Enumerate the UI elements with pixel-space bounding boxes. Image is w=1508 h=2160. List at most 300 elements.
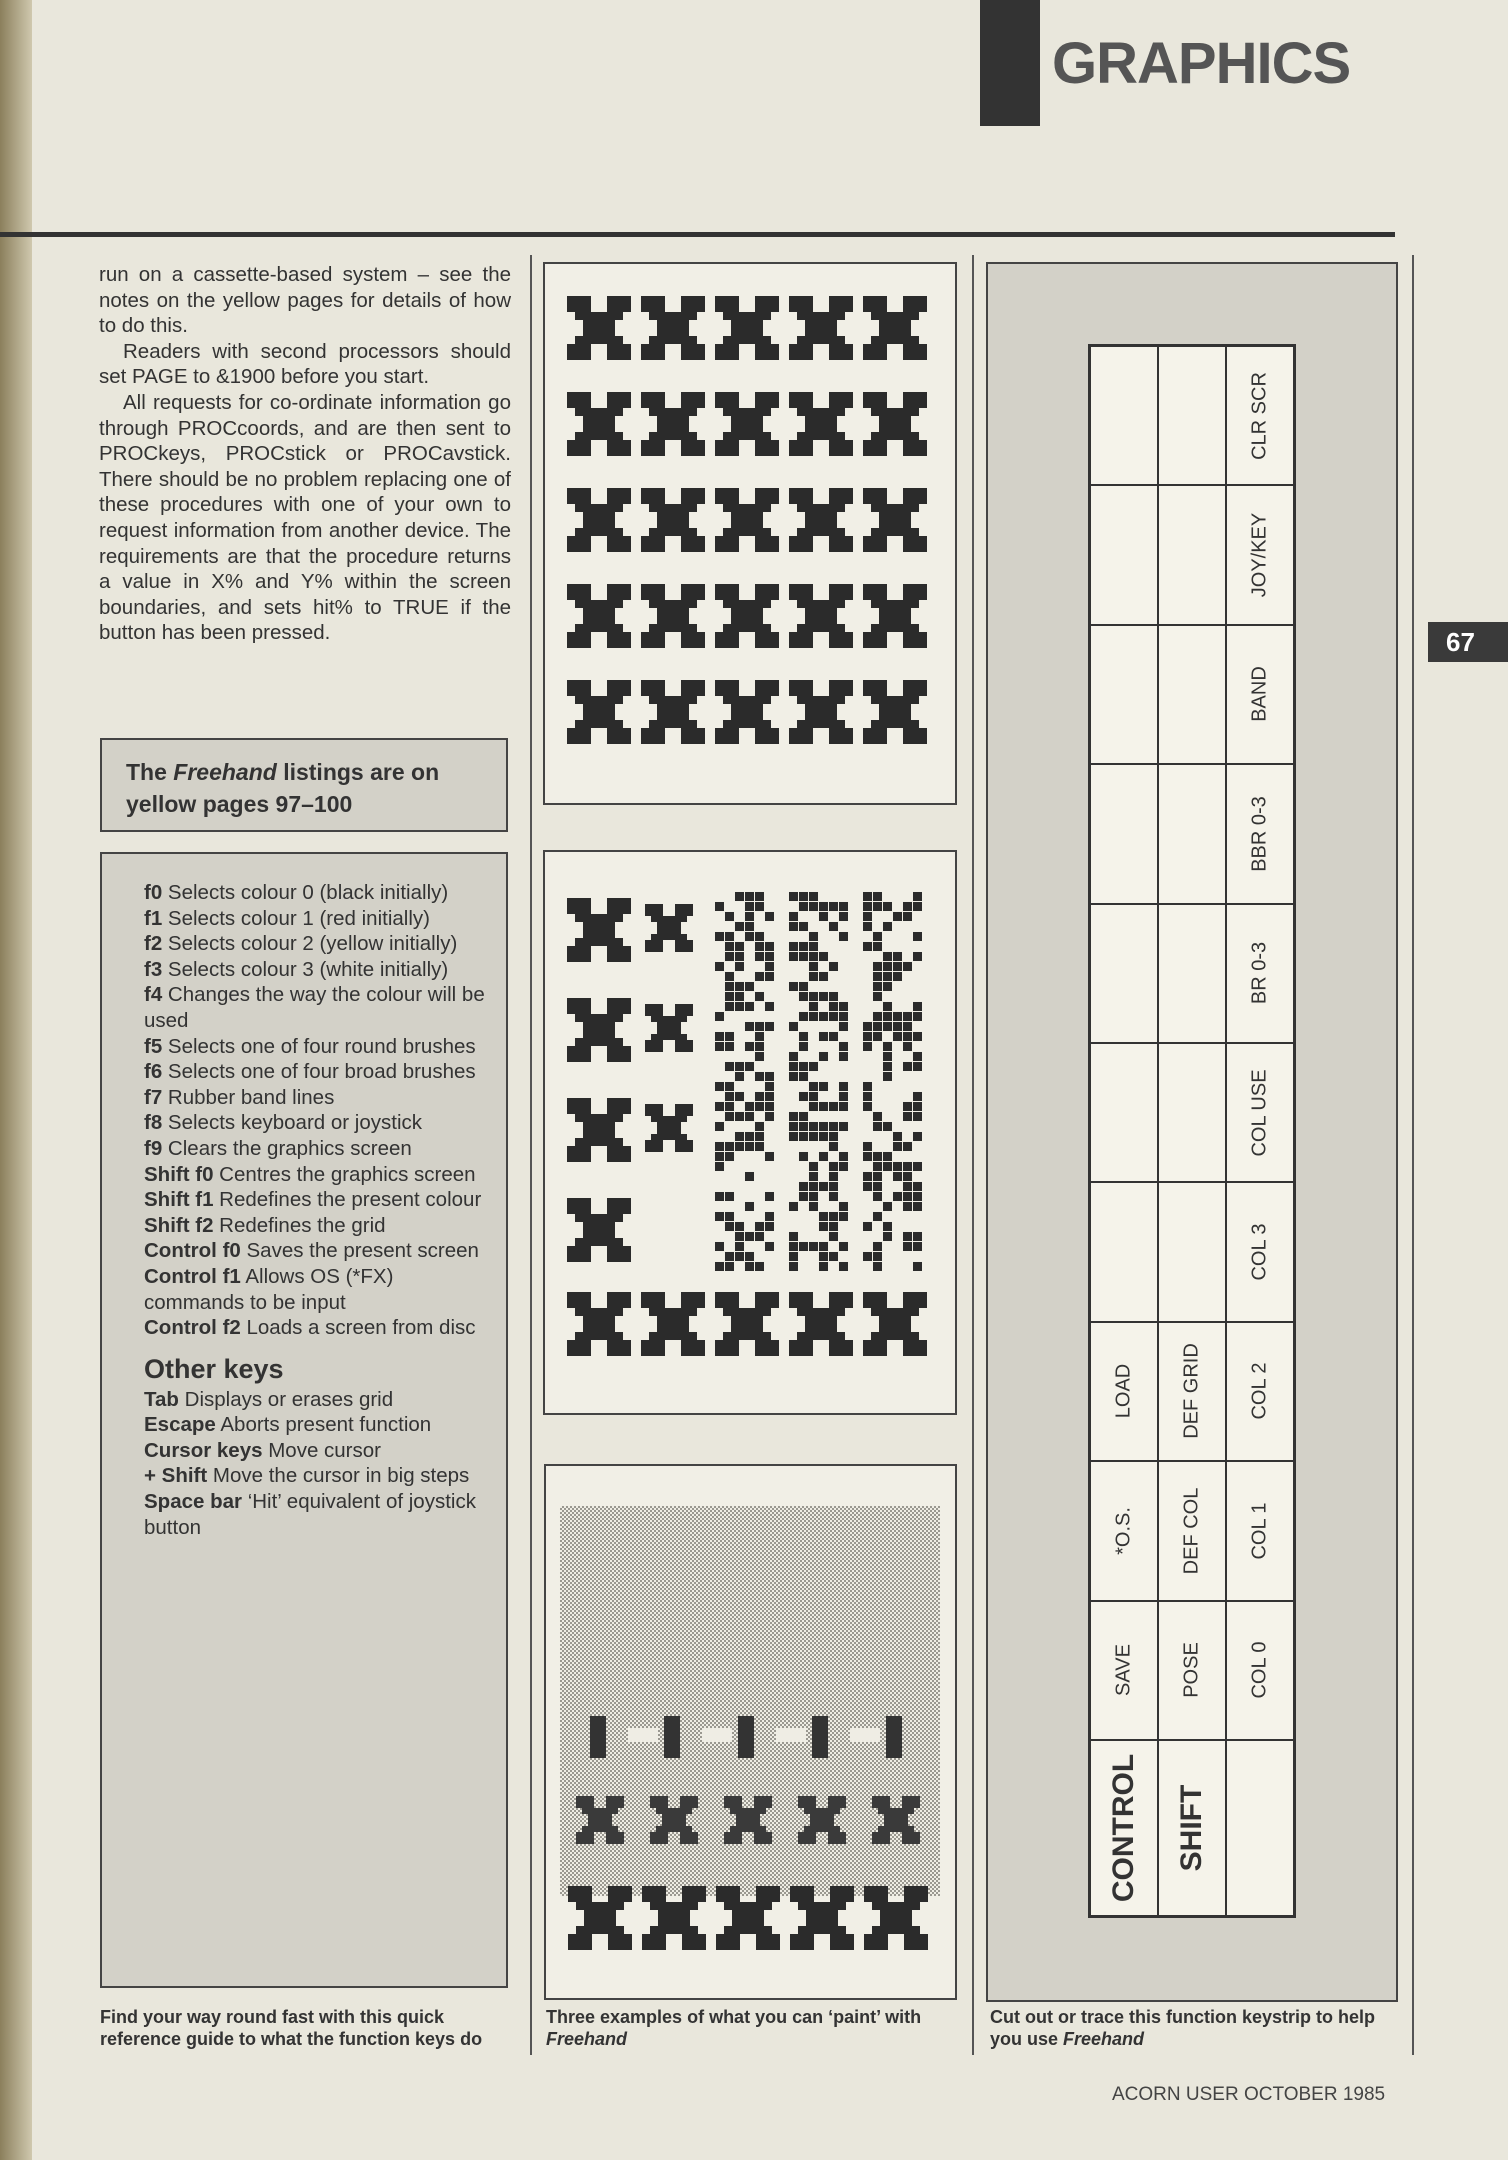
x-glyph: [567, 1198, 631, 1262]
pattern-pixel: [913, 1202, 922, 1211]
pattern-pixel: [873, 1262, 882, 1271]
pattern-pixel: [765, 1112, 774, 1121]
pattern-pixel: [809, 1002, 818, 1011]
x-glyph: [567, 1292, 631, 1356]
pattern-pixel: [883, 972, 892, 981]
pattern-pixel: [819, 1122, 828, 1131]
pattern-pixel: [745, 902, 754, 911]
key-name: f2: [144, 932, 163, 956]
keystrip-cell-f6: [1226, 764, 1294, 903]
keystrip-cell-f8: [1090, 485, 1158, 624]
column-rule: [972, 255, 974, 2055]
caption-examples: [546, 2006, 958, 2050]
pattern-pixel: [725, 1042, 734, 1051]
pattern-pixel: [863, 1022, 872, 1031]
key-description: Move cursor: [262, 1438, 381, 1462]
pattern-pixel: [839, 1242, 848, 1251]
pattern-pixel: [829, 1032, 838, 1041]
x-glyph: [645, 1104, 693, 1152]
pattern-pixel: [755, 1132, 764, 1141]
pattern-pixel: [755, 1042, 764, 1051]
keystrip-cell-label: COL 0: [1248, 1641, 1271, 1699]
pattern-pixel: [819, 992, 828, 1001]
other-keys-title: Other keys: [144, 1353, 284, 1384]
light-dash: [776, 1728, 806, 1742]
keystrip-cell-label: JOY/KEY: [1248, 512, 1271, 598]
pattern-pixel: [745, 1112, 754, 1121]
x-glyph: [567, 296, 631, 360]
pattern-pixel: [893, 1132, 902, 1141]
pattern-pixel: [789, 1252, 798, 1261]
pattern-pixel: [863, 1032, 872, 1041]
pattern-pixel: [715, 1262, 724, 1271]
x-glyph: [715, 488, 779, 552]
pattern-pixel: [903, 1142, 912, 1151]
key-entry: [144, 880, 486, 906]
pattern-pixel: [715, 1192, 724, 1201]
x-glyph: [789, 296, 853, 360]
pattern-pixel: [725, 992, 734, 1001]
keystrip-cell-label: *O.S.: [1112, 1506, 1135, 1555]
keystrip-cell-f9: [1226, 346, 1294, 485]
key-description: Displays or erases grid: [178, 1387, 394, 1411]
key-description: Selects colour 1 (red initially): [162, 906, 430, 930]
pattern-pixel: [755, 1102, 764, 1111]
keystrip-cell-label: BAND: [1248, 666, 1271, 723]
pattern-pixel: [735, 1142, 744, 1151]
other-keys-list: [144, 1387, 486, 1541]
dark-bar: [664, 1716, 680, 1758]
pattern-pixel: [715, 1102, 724, 1111]
pattern-pixel: [755, 1052, 764, 1061]
pattern-pixel: [765, 1102, 774, 1111]
pattern-pixel: [745, 1022, 754, 1031]
pattern-pixel: [765, 1022, 774, 1031]
pattern-pixel: [715, 1032, 724, 1041]
pattern-pixel: [765, 952, 774, 961]
key-entry: [144, 906, 486, 932]
keystrip-cell-f3: [1158, 1182, 1226, 1321]
pattern-pixel: [809, 1202, 818, 1211]
pattern-pixel: [839, 1102, 848, 1111]
keystrip-cell-f3: [1090, 1182, 1158, 1321]
pattern-pixel: [913, 1012, 922, 1021]
keystrip-cell-f6: [1158, 764, 1226, 903]
pattern-pixel: [903, 1182, 912, 1191]
pattern-pixel: [725, 1102, 734, 1111]
pattern-pixel: [745, 982, 754, 991]
pattern-pixel: [799, 1072, 808, 1081]
pattern-pixel: [755, 952, 764, 961]
x-glyph: [863, 584, 927, 648]
pattern-pixel: [873, 982, 882, 991]
pattern-pixel: [829, 1122, 838, 1131]
pattern-pixel: [755, 932, 764, 941]
pattern-pixel: [755, 972, 764, 981]
pattern-pixel: [725, 1142, 734, 1151]
pattern-pixel: [839, 1022, 848, 1031]
pattern-pixel: [725, 1252, 734, 1261]
pattern-pixel: [725, 1002, 734, 1011]
pattern-pixel: [839, 1092, 848, 1101]
pattern-pixel: [903, 1022, 912, 1031]
pattern-pixel: [799, 1032, 808, 1041]
key-entry: [144, 1463, 486, 1489]
pattern-pixel: [903, 1042, 912, 1051]
pattern-pixel: [903, 1032, 912, 1041]
pattern-pixel: [863, 902, 872, 911]
pattern-pixel: [893, 1162, 902, 1171]
key-entry: [144, 982, 486, 1033]
pattern-pixel: [725, 982, 734, 991]
pattern-pixel: [799, 1012, 808, 1021]
pattern-pixel: [863, 922, 872, 931]
pattern-pixel: [735, 1132, 744, 1141]
pattern-pixel: [799, 1192, 808, 1201]
x-glyph: [567, 998, 631, 1062]
pattern-pixel: [873, 962, 882, 971]
pattern-pixel: [873, 1192, 882, 1201]
pattern-pixel: [829, 962, 838, 971]
pattern-pixel: [903, 1162, 912, 1171]
pattern-pixel: [735, 1252, 744, 1261]
pattern-pixel: [863, 1222, 872, 1231]
pattern-pixel: [725, 1262, 734, 1271]
pattern-pixel: [715, 1042, 724, 1051]
pattern-pixel: [863, 1182, 872, 1191]
pattern-pixel: [819, 1212, 828, 1221]
pattern-pixel: [725, 1222, 734, 1231]
pattern-pixel: [725, 942, 734, 951]
key-name: Control f2: [144, 1316, 241, 1340]
pattern-pixel: [829, 1132, 838, 1141]
pattern-pixel: [873, 1252, 882, 1261]
key-entry: [144, 1162, 486, 1188]
pattern-pixel: [799, 982, 808, 991]
pattern-pixel: [765, 1242, 774, 1251]
pattern-pixel: [715, 1162, 724, 1171]
x-glyph: [641, 488, 705, 552]
pattern-pixel: [893, 912, 902, 921]
note-text: The: [126, 759, 174, 785]
key-entry: [144, 1085, 486, 1111]
pattern-pixel: [829, 1002, 838, 1011]
pattern-pixel: [873, 1122, 882, 1131]
key-description: Selects one of four broad brushes: [162, 1060, 476, 1084]
pattern-pixel: [809, 1172, 818, 1181]
pattern-pixel: [839, 1122, 848, 1131]
keystrip-row-label: [1158, 1740, 1226, 1916]
keystrip-cell-f2: [1226, 1322, 1294, 1461]
pattern-pixel: [799, 1122, 808, 1131]
keystrip-cell-f7: [1226, 625, 1294, 764]
x-glyph: [641, 1292, 705, 1356]
pattern-pixel: [735, 1092, 744, 1101]
pattern-pixel: [765, 1002, 774, 1011]
pattern-pixel: [799, 992, 808, 1001]
pattern-pixel: [829, 1222, 838, 1231]
pattern-pixel: [809, 1122, 818, 1131]
pattern-pixel: [913, 902, 922, 911]
pattern-pixel: [799, 942, 808, 951]
paragraph: run on a cassette-based system – see the notes on the yellow pages for details of how to do this.: [99, 263, 511, 338]
key-entry: [144, 1264, 486, 1315]
pattern-pixel: [765, 1072, 774, 1081]
pattern-pixel: [873, 1012, 882, 1021]
keystrip-cell-f9: [1158, 346, 1226, 485]
keystrip-cell-label: LOAD: [1112, 1364, 1135, 1419]
pattern-pixel: [873, 992, 882, 1001]
pattern-pixel: [735, 1112, 744, 1121]
keystrip-cell-label: DEF GRID: [1180, 1343, 1203, 1440]
light-dash: [850, 1728, 880, 1742]
x-glyph: [789, 1292, 853, 1356]
x-glyph: [641, 584, 705, 648]
pattern-pixel: [839, 932, 848, 941]
pattern-pixel: [819, 1182, 828, 1191]
pattern-pixel: [883, 1162, 892, 1171]
pattern-pixel: [755, 1122, 764, 1131]
pattern-pixel: [883, 1152, 892, 1161]
pattern-pixel: [755, 1232, 764, 1241]
pattern-pixel: [735, 892, 744, 901]
row-label-text: SHIFT: [1175, 1784, 1208, 1872]
pattern-pixel: [789, 1062, 798, 1071]
pattern-pixel: [789, 1262, 798, 1271]
pattern-pixel: [765, 1152, 774, 1161]
keystrip-cell-label: BR 0-3: [1248, 942, 1271, 1005]
key-description: Aborts present function: [215, 1413, 432, 1437]
pattern-pixel: [765, 1082, 774, 1091]
keystrip-cell-f9: [1090, 346, 1158, 485]
pattern-pixel: [903, 1112, 912, 1121]
pattern-pixel: [789, 942, 798, 951]
pattern-pixel: [745, 1252, 754, 1261]
x-glyph: [567, 392, 631, 456]
pattern-pixel: [799, 1132, 808, 1141]
pattern-pixel: [725, 932, 734, 941]
x-glyph: [567, 488, 631, 552]
key-name: Shift f2: [144, 1213, 214, 1237]
pattern-pixel: [745, 1262, 754, 1271]
pattern-pixel: [765, 1092, 774, 1101]
keystrip-cell-f2: [1090, 1322, 1158, 1461]
key-name: f0: [144, 881, 163, 904]
pattern-pixel: [873, 1032, 882, 1041]
pattern-pixel: [839, 1042, 848, 1051]
pattern-pixel: [883, 962, 892, 971]
keystrip-cell-f5: [1226, 904, 1294, 1043]
pattern-pixel: [819, 1262, 828, 1271]
x-glyph: [645, 1004, 693, 1052]
pattern-pixel: [745, 1142, 754, 1151]
pattern-pixel: [809, 1132, 818, 1141]
pattern-pixel: [735, 992, 744, 1001]
key-entry: [144, 1412, 486, 1438]
pattern-pixel: [819, 952, 828, 961]
pattern-pixel: [893, 962, 902, 971]
pattern-pixel: [873, 932, 882, 941]
key-name: f5: [144, 1034, 163, 1058]
pattern-pixel: [819, 1052, 828, 1061]
pattern-pixel: [735, 942, 744, 951]
pattern-pixel: [789, 1242, 798, 1251]
x-glyph: [715, 392, 779, 456]
pattern-pixel: [735, 952, 744, 961]
pattern-pixel: [745, 892, 754, 901]
pattern-pixel: [829, 1212, 838, 1221]
pattern-pixel: [725, 1112, 734, 1121]
x-glyph: [645, 904, 693, 952]
pattern-pixel: [789, 1132, 798, 1141]
pattern-pixel: [913, 1092, 922, 1101]
keystrip-cell-f6: [1090, 764, 1158, 903]
keystrip-cell-f4: [1226, 1043, 1294, 1182]
pattern-pixel: [765, 1212, 774, 1221]
pattern-pixel: [873, 1212, 882, 1221]
pattern-pixel: [735, 962, 744, 971]
key-description: Selects keyboard or joystick: [162, 1111, 423, 1135]
pattern-pixel: [745, 1002, 754, 1011]
pattern-pixel: [913, 1242, 922, 1251]
key-description: Rubber band lines: [162, 1085, 335, 1109]
keystrip-cell-f1: [1158, 1461, 1226, 1600]
key-name: Tab: [144, 1387, 179, 1411]
dark-bar: [886, 1716, 902, 1758]
pattern-pixel: [789, 1052, 798, 1061]
pattern-pixel: [789, 1072, 798, 1081]
keystrip-cell-f4: [1090, 1043, 1158, 1182]
pattern-pixel: [725, 1152, 734, 1161]
pattern-pixel: [725, 1192, 734, 1201]
pattern-pixel: [873, 1182, 882, 1191]
key-name: Space bar: [144, 1490, 242, 1514]
pattern-pixel: [799, 1152, 808, 1161]
pattern-pixel: [715, 1242, 724, 1251]
pattern-pixel: [809, 1242, 818, 1251]
pattern-pixel: [913, 1112, 922, 1121]
pattern-pixel: [903, 1062, 912, 1071]
x-glyph: [789, 392, 853, 456]
dark-bar: [812, 1716, 828, 1758]
x-glyph: [715, 584, 779, 648]
light-dash: [628, 1728, 658, 1742]
key-name: Escape: [144, 1413, 216, 1437]
pattern-pixel: [819, 1012, 828, 1021]
pattern-pixel: [725, 1092, 734, 1101]
example-image-3: [544, 1464, 957, 2000]
key-description: Allows OS (*FX) commands to be input: [144, 1264, 394, 1314]
pattern-pixel: [883, 1202, 892, 1211]
pattern-pixel: [873, 1152, 882, 1161]
pattern-pixel: [829, 1102, 838, 1111]
pattern-pixel: [809, 1092, 818, 1101]
keystrip-cell-label: POSE: [1180, 1642, 1203, 1699]
key-description: Saves the present screen: [240, 1239, 479, 1263]
pattern-pixel: [715, 1012, 724, 1021]
key-name: Control f1: [144, 1264, 241, 1288]
pattern-pixel: [863, 942, 872, 951]
pattern-pixel: [829, 922, 838, 931]
keystrip-cell-f2: [1158, 1322, 1226, 1461]
pattern-pixel: [809, 1012, 818, 1021]
pattern-pixel: [863, 892, 872, 901]
pattern-pixel: [809, 972, 818, 981]
pattern-pixel: [819, 912, 828, 921]
key-name: Shift f0: [144, 1162, 214, 1186]
pattern-pixel: [873, 1242, 882, 1251]
column-rule: [530, 255, 532, 2055]
pattern-pixel: [883, 1012, 892, 1021]
keystrip-cell-f1: [1090, 1461, 1158, 1600]
x-glyph: [567, 1098, 631, 1162]
x-glyph: [863, 296, 927, 360]
column-rule: [1412, 255, 1414, 2055]
key-entry: [144, 1387, 486, 1413]
pattern-pixel: [839, 1052, 848, 1061]
pattern-pixel: [829, 1162, 838, 1171]
key-description: Redefines the grid: [213, 1213, 386, 1237]
key-entry: [144, 1187, 486, 1213]
pattern-pixel: [863, 1172, 872, 1181]
pattern-pixel: [819, 1032, 828, 1041]
pattern-pixel: [819, 1102, 828, 1111]
keystrip-cell-label: COL 3: [1248, 1223, 1271, 1281]
pattern-pixel: [883, 922, 892, 931]
pattern-pixel: [809, 1162, 818, 1171]
pattern-pixel: [755, 1072, 764, 1081]
pattern-pixel: [819, 1152, 828, 1161]
pattern-pixel: [799, 1242, 808, 1251]
key-name: f9: [144, 1136, 163, 1160]
pattern-pixel: [799, 1182, 808, 1191]
pattern-pixel: [735, 922, 744, 931]
pattern-pixel: [819, 1132, 828, 1141]
key-entry: [144, 1110, 486, 1136]
pattern-pixel: [819, 902, 828, 911]
pattern-pixel: [903, 1232, 912, 1241]
paragraph: Readers with second processors should set PAGE to &1900 before you start.: [99, 339, 511, 389]
pattern-pixel: [725, 1062, 734, 1071]
pattern-pixel: [893, 1142, 902, 1151]
pattern-pixel: [755, 942, 764, 951]
key-description: Changes the way the colour will be used: [144, 983, 485, 1032]
pattern-pixel: [799, 1112, 808, 1121]
pattern-pixel: [829, 1172, 838, 1181]
pattern-pixel: [913, 1052, 922, 1061]
pattern-pixel: [883, 1232, 892, 1241]
pattern-pixel: [913, 1132, 922, 1141]
key-description: ‘Hit’ equivalent of joystick button: [144, 1490, 476, 1539]
keystrip-row-label: [1090, 1740, 1158, 1916]
pattern-pixel: [819, 1222, 828, 1231]
pattern-pixel: [829, 1182, 838, 1191]
x-glyph: [567, 680, 631, 744]
key-name: f8: [144, 1111, 163, 1135]
pattern-pixel: [789, 982, 798, 991]
pattern-pixel: [863, 1042, 872, 1051]
pattern-pixel: [809, 932, 818, 941]
pattern-pixel: [839, 1152, 848, 1161]
pattern-pixel: [789, 892, 798, 901]
pattern-pixel: [913, 1162, 922, 1171]
pattern-pixel: [829, 1252, 838, 1261]
pattern-pixel: [863, 1092, 872, 1101]
key-entry: [144, 1059, 486, 1085]
x-pattern-grid: [545, 264, 955, 803]
pattern-pixel: [809, 1182, 818, 1191]
key-name: f6: [144, 1060, 163, 1084]
